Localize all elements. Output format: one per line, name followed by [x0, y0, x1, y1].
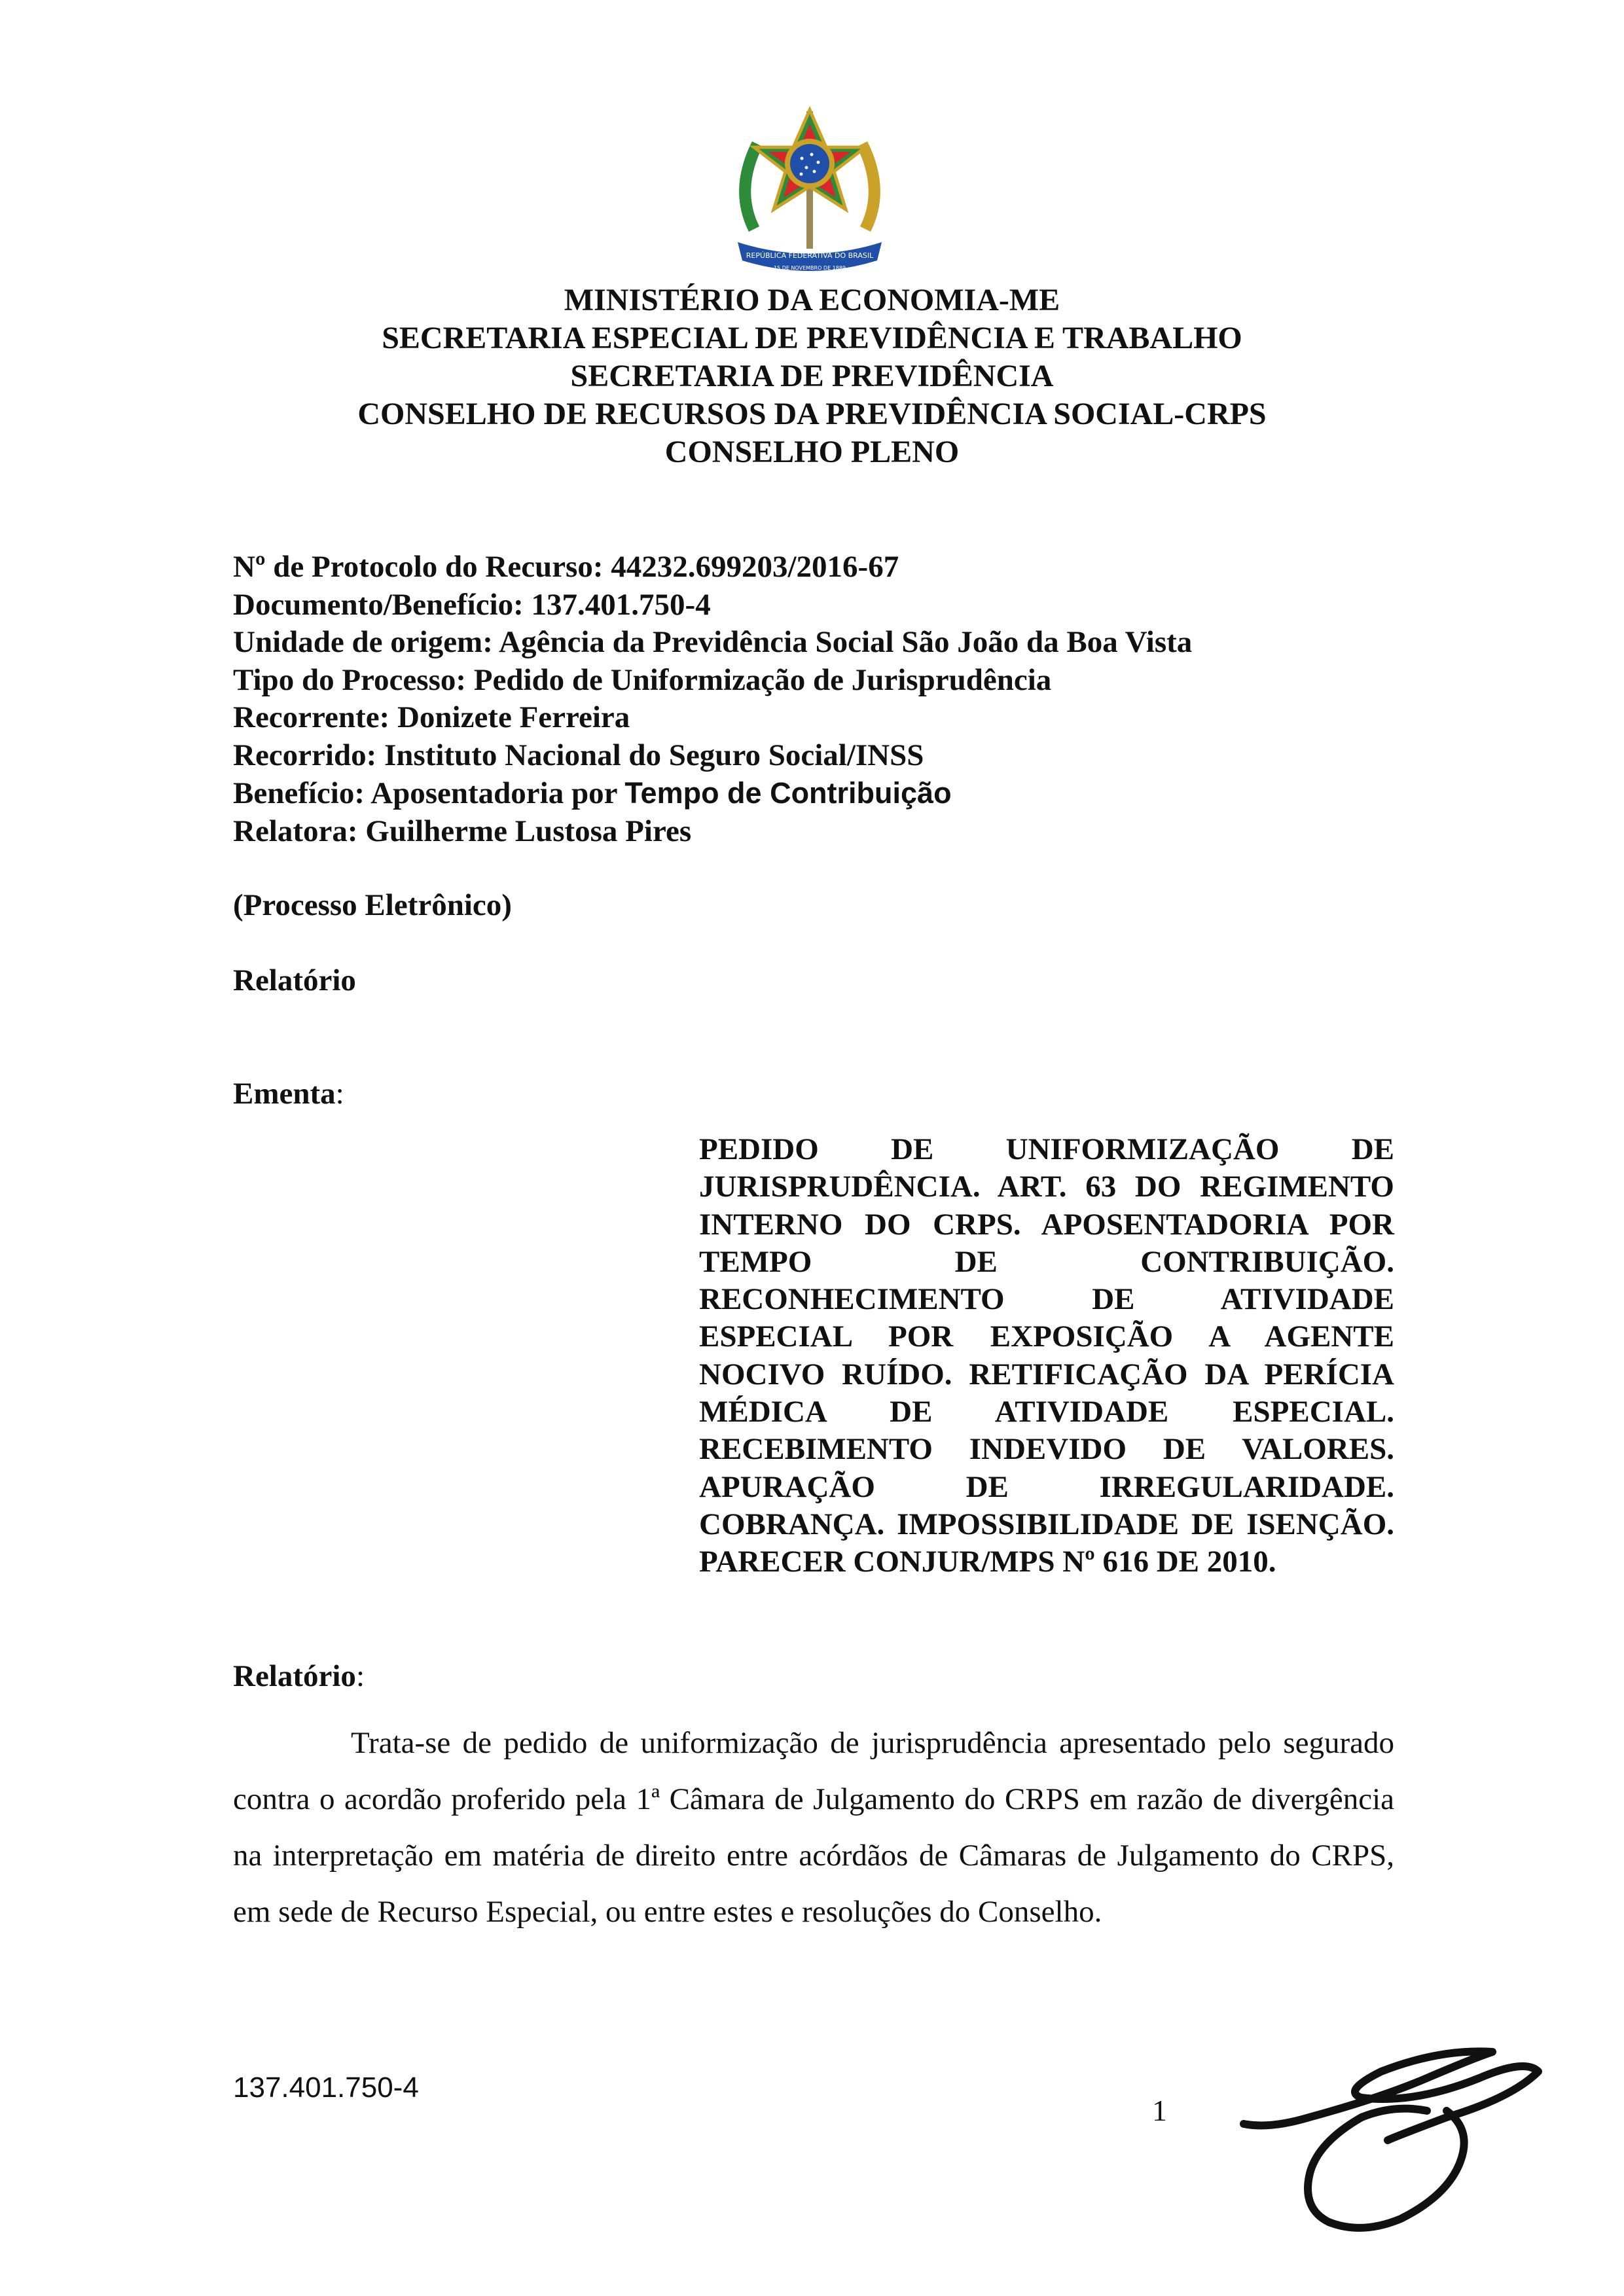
beneficio-label: Benefício: Aposentadoria por [233, 776, 625, 810]
ementa-label: Ementa [233, 1077, 336, 1111]
page-number: 1 [1152, 2094, 1167, 2127]
ementa-text: PEDIDO DE UNIFORMIZAÇÃO DE JURISPRUDÊNCIA. ART. 63 DO REGIMENTO INTERNO DO CRPS. APOSENTADORIA POR TEMPO DE CONTRIBUIÇÃO. RECONHECIMENTO DE ATIVIDADE ESPECIAL POR EXPOSIÇÃO A AGENTE NOCIVO RUÍDO. RETIFICAÇÃO DA PERÍCIA MÉDICA DE ATIVIDADE ESPECIAL. RECEBIMENTO INDEVIDO DE VALORES. APURAÇÃO DE IRREGULARIDADE. COBRANÇA. IMPOSSIBILIDADE DE ISENÇÃO. PARECER CONJUR/MPS Nº 616 DE 2010. [699, 1132, 1394, 1579]
ementa-heading [233, 1075, 344, 1113]
document-header [0, 281, 1624, 471]
beneficio-suffix: Tempo de Contribuição [624, 776, 952, 810]
relatora-line: Relatora: Guilherme Lustosa Pires [233, 814, 692, 848]
recorrido-line: Recorrido: Instituto Nacional do Seguro Social/INSS [233, 738, 924, 772]
header-line-conselho-pleno: CONSELHO PLENO [664, 435, 960, 469]
recorrente-line: Recorrente: Donizete Ferreira [233, 700, 630, 734]
relatorio-heading: Relatório [233, 963, 356, 997]
relatorio-label: Relatório [233, 1659, 356, 1693]
emblem-date-text: 15 DE NOVEMBRO DE 1889 [773, 265, 846, 271]
processo-eletronico-label: (Processo Eletrônico) [233, 888, 512, 922]
header-line-ministerio: MINISTÉRIO DA ECONOMIA-ME [564, 283, 1060, 317]
case-metadata [233, 548, 1192, 850]
beneficio-line [233, 774, 1192, 813]
header-line-conselho-recursos: CONSELHO DE RECURSOS DA PREVIDÊNCIA SOCIAL-CRPS [357, 397, 1267, 431]
emblem-ribbon-text: REPÚBLICA FEDERATIVA DO BRASIL [746, 251, 874, 260]
handwritten-signature [1231, 2026, 1558, 2248]
tipo-processo-line: Tipo do Processo: Pedido de Uniformização de Jurisprudência [233, 662, 1052, 697]
relatorio-colon: : [355, 1659, 365, 1693]
header-line-secretaria: SECRETARIA DE PREVIDÊNCIA [570, 359, 1054, 393]
relatorio-section-heading [233, 1658, 365, 1695]
documento-line: Documento/Benefício: 137.401.750-4 [233, 587, 711, 622]
brazil-coat-of-arms-emblem [728, 98, 892, 275]
ementa-colon: : [335, 1077, 344, 1111]
protocolo-line: Nº de Protocolo do Recurso: 44232.699203/2016-67 [233, 550, 899, 584]
relatorio-paragraph: Trata-se de pedido de uniformização de jurisprudência apresentado pelo segurado contra o acordão proferido pela 1ª Câmara de Julgamento do CRPS em razão de divergência na interpretação em matéria de direito entre acórdãos de Câmaras de Julgamento do CRPS, em sede de Recurso Especial, ou entre estes e resoluções do Conselho. [233, 1726, 1394, 1929]
unidade-line: Unidade de origem: Agência da Previdência Social São João da Boa Vista [233, 625, 1193, 659]
footer-document-id: 137.401.750-4 [233, 2072, 419, 2104]
header-line-secretaria-especial: SECRETARIA ESPECIAL DE PREVIDÊNCIA E TRABALHO [382, 321, 1242, 355]
